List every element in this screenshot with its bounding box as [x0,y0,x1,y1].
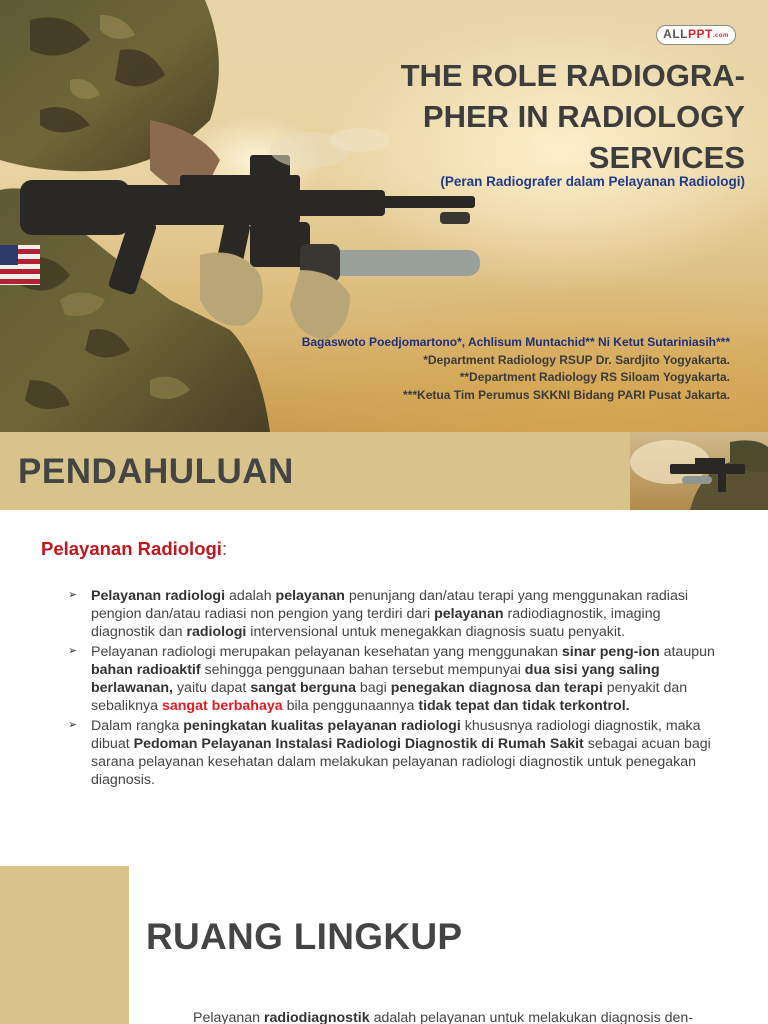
title-slide [0,0,768,432]
body-text [193,1010,693,1024]
title-line: THE ROLE RADIOGRA- [400,58,745,93]
bold-text: sinar peng-ion [561,644,660,660]
text-run: penyakit dan sebaliknya [91,680,688,714]
bold-text: Pelayanan radiologi [91,588,226,604]
subheading-colon: : [221,538,228,559]
bold-text: penegakan diagnosa dan terapi [390,680,603,696]
text-run: Dalam rangka [91,718,184,734]
bold-text: Pedoman Pelayanan Instalasi Radiologi Diagnostik di Rumah Sakit [133,736,584,752]
ruang-lingkup-slide [0,864,768,1024]
text-run: adalah pelayanan untuk melakukan diagnosis den- [369,1010,694,1024]
affiliation-line: ***Ketua Tim Perumus SKKNI Bidang PARI Pusat Jakarta. [403,387,730,402]
affiliation-line: **Department Radiology RS Siloam Yogyakarta. [459,370,730,384]
section-title: PENDAHULUAN [18,452,294,491]
title-line: SERVICES [588,140,745,175]
text-run: khususnya radiologi diagnostik, maka dibuat [91,718,701,752]
text-run: bagi [355,680,391,696]
arrow-bullet-icon: ➢ [68,589,78,601]
bold-text: radiodiagnostik [264,1010,370,1024]
bold-text: radiologi [186,624,247,640]
affiliation-line: *Department Radiology RSUP Dr. Sardjito Yogyakarta. [423,352,730,367]
text-run: sehingga penggunaan bahan tersebut mempunyai [200,662,525,678]
text-run: Pelayanan radiologi merupakan pelayanan kesehatan yang menggunakan [91,644,562,660]
bold-text: peningkatan kualitas pelayanan radiologi [183,718,461,734]
text-run: bila penggunaannya [282,698,419,714]
bullet-item [68,717,718,789]
text-run: Pelayanan [193,1010,264,1024]
author-names: Bagaswoto Poedjomartono*, Achlisum Muntachid** Ni Ketut Sutariniasih*** [301,335,730,349]
presentation-title [325,55,745,178]
bold-text: pelayanan [275,588,345,604]
bold-text: bahan radioaktif [91,662,201,678]
bold-text: dua sisi yang saling berlawanan, [91,662,660,696]
author-block [302,334,730,404]
text-run: adalah [225,588,276,604]
bold-text: tidak tepat dan tidak terkontrol. [418,698,630,714]
bold-text: sangat berguna [250,680,356,696]
title-line: PHER IN RADIOLOGY [422,99,745,134]
bullet-item [68,643,718,715]
bullet-text [91,644,715,714]
text-run: yaitu dapat [173,680,251,696]
bullet-text [91,718,711,788]
text-run: ataupun [659,644,715,660]
text-run: radiodiagnostik, imaging diagnostik dan [91,606,661,640]
bullet-list [68,587,718,791]
subheading [41,538,227,560]
bold-text: pelayanan [434,606,504,622]
text-run: sebagai acuan bagi sarana pelayanan kesehatan dalam melakukan pelayanan radiologi diagnostik untuk penegakan diagnosis. [91,736,711,788]
soldier-thumbnail-photo [630,432,768,510]
pendahuluan-slide [0,432,768,864]
bullet-item [68,587,718,641]
allppt-logo: ALLPPT.com [656,25,736,45]
body-text-runs [193,1010,693,1024]
text-run: penunjang dan/atau terapi yang menggunakan radiasi pengion dan/atau radiasi non pengion yang terdiri dari [91,588,689,622]
section-title: RUANG LINGKUP [146,916,463,957]
highlight-text: sangat berbahaya [161,698,283,714]
bullet-text [91,588,688,640]
text-run: intervensional untuk menegakkan diagnosis suatu penyakit. [246,624,625,640]
arrow-bullet-icon: ➢ [68,645,78,657]
side-band [0,866,129,1024]
subheading-text: Pelayanan Radiologi [41,538,222,559]
presentation-subtitle: (Peran Radiografer dalam Pelayanan Radiologi) [440,174,745,189]
arrow-bullet-icon: ➢ [68,719,78,731]
